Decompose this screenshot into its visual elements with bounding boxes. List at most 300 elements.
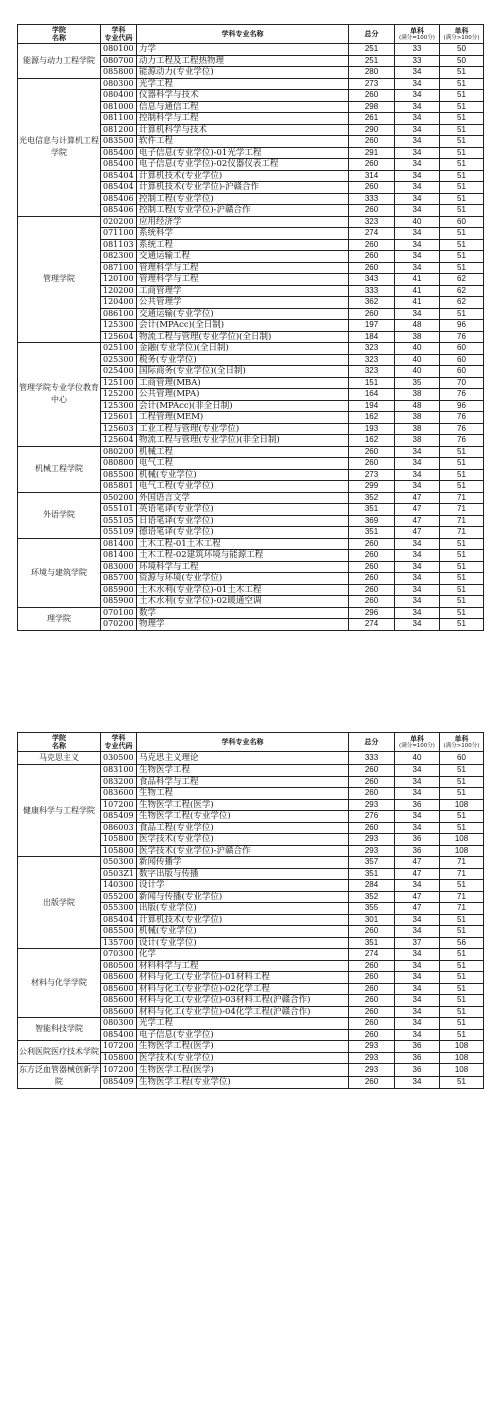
college-name: 光电信息与计算机工程学院 — [18, 78, 101, 216]
total-score: 260 — [349, 960, 395, 972]
total-score: 323 — [349, 354, 395, 366]
program-code: 055105 — [101, 515, 137, 527]
program-code: 070200 — [101, 619, 137, 631]
program-code: 083100 — [101, 765, 137, 777]
program-name: 控制科学与工程 — [137, 113, 349, 125]
program-code: 083500 — [101, 136, 137, 148]
single-score-over100: 51 — [440, 182, 484, 194]
program-name: 德语笔译(专业学位) — [137, 527, 349, 539]
program-name: 计算机科学与技术 — [137, 124, 349, 136]
program-name: 信息与通信工程 — [137, 101, 349, 113]
single-score-100: 34 — [395, 170, 440, 182]
program-name: 生物工程 — [137, 788, 349, 800]
program-code: 125604 — [101, 331, 137, 343]
table-row — [18, 1064, 484, 1077]
single-score-100: 34 — [395, 113, 440, 125]
program-name: 计算机技术(专业学位) — [137, 170, 349, 182]
header-single-over100-line1: 单科 — [454, 26, 469, 35]
program-code: 085600 — [101, 983, 137, 995]
program-name: 光学工程 — [137, 1018, 349, 1030]
single-score-over100: 51 — [440, 972, 484, 984]
program-name: 英语笔译(专业学位) — [137, 504, 349, 516]
single-score-over100: 62 — [440, 285, 484, 297]
single-score-over100: 108 — [440, 1052, 484, 1064]
program-code: 085800 — [101, 67, 137, 79]
header-code-line1: 学科 — [111, 734, 126, 742]
table-row — [18, 949, 484, 961]
single-score-over100: 51 — [440, 90, 484, 102]
program-code: 025300 — [101, 354, 137, 366]
total-score: 260 — [349, 596, 395, 608]
single-score-100: 33 — [395, 55, 440, 67]
header-code — [101, 733, 137, 752]
total-score: 284 — [349, 880, 395, 892]
program-code: 085700 — [101, 573, 137, 585]
single-score-over100: 51 — [440, 481, 484, 493]
single-score-over100: 51 — [440, 124, 484, 136]
single-score-over100: 51 — [440, 67, 484, 79]
single-score-over100: 51 — [440, 607, 484, 619]
program-name: 机械(专业学位) — [137, 469, 349, 481]
total-score: 369 — [349, 515, 395, 527]
single-score-over100: 51 — [440, 960, 484, 972]
total-score: 260 — [349, 239, 395, 251]
single-score-100: 35 — [395, 377, 440, 389]
total-score: 351 — [349, 504, 395, 516]
single-score-100: 37 — [395, 937, 440, 949]
total-score: 260 — [349, 1006, 395, 1018]
single-score-100: 36 — [395, 834, 440, 846]
program-code: 125604 — [101, 435, 137, 447]
college-name: 能源与动力工程学院 — [18, 44, 101, 79]
header-single-100 — [395, 25, 440, 44]
total-score: 193 — [349, 423, 395, 435]
total-score: 260 — [349, 262, 395, 274]
single-score-over100: 71 — [440, 857, 484, 869]
single-score-100: 34 — [395, 972, 440, 984]
single-score-100: 48 — [395, 400, 440, 412]
program-code: 080100 — [101, 44, 137, 56]
program-name: 会计(MPAcc)(非全日制) — [137, 400, 349, 412]
single-score-100: 36 — [395, 1064, 440, 1077]
single-score-100: 38 — [395, 412, 440, 424]
program-code: 085400 — [101, 147, 137, 159]
single-score-100: 34 — [395, 561, 440, 573]
single-score-over100: 51 — [440, 619, 484, 631]
program-name: 管理科学与工程 — [137, 262, 349, 274]
single-score-100: 34 — [395, 308, 440, 320]
single-score-over100: 51 — [440, 170, 484, 182]
header-total: 总分 — [349, 25, 395, 44]
program-code: 080800 — [101, 458, 137, 470]
single-score-over100: 51 — [440, 78, 484, 90]
program-code: 0503Z1 — [101, 868, 137, 880]
total-score: 251 — [349, 44, 395, 56]
total-score: 351 — [349, 937, 395, 949]
single-score-over100: 51 — [440, 788, 484, 800]
college-name: 管理学院 — [18, 216, 101, 343]
total-score: 301 — [349, 914, 395, 926]
single-score-over100: 51 — [440, 113, 484, 125]
program-name: 材料与化工(专业学位)-03材料工程(沪赣合作) — [137, 995, 349, 1007]
single-score-over100: 51 — [440, 239, 484, 251]
program-name: 工商管理学 — [137, 285, 349, 297]
single-score-over100: 51 — [440, 550, 484, 562]
single-score-over100: 51 — [440, 147, 484, 159]
total-score: 260 — [349, 561, 395, 573]
program-name: 电气工程 — [137, 458, 349, 470]
program-name: 材料与化工(专业学位)-04化学工程(沪赣合作) — [137, 1006, 349, 1018]
program-name: 生物医学工程(医学) — [137, 1064, 349, 1077]
program-code: 135700 — [101, 937, 137, 949]
college-name: 东方泛血管器械创新学院 — [18, 1064, 101, 1089]
college-name: 管理学院专业学位教育中心 — [18, 343, 101, 447]
single-score-100: 34 — [395, 262, 440, 274]
program-code: 050200 — [101, 492, 137, 504]
single-score-over100: 51 — [440, 561, 484, 573]
program-name: 应用经济学 — [137, 216, 349, 228]
total-score: 351 — [349, 868, 395, 880]
total-score: 298 — [349, 101, 395, 113]
single-score-100: 34 — [395, 550, 440, 562]
single-score-over100: 96 — [440, 400, 484, 412]
college-name: 健康科学与工程学院 — [18, 765, 101, 857]
single-score-over100: 71 — [440, 903, 484, 915]
total-score: 351 — [349, 527, 395, 539]
program-name: 材料与化工(专业学位)-01材料工程 — [137, 972, 349, 984]
program-code: 105800 — [101, 834, 137, 846]
single-score-100: 34 — [395, 822, 440, 834]
single-score-100: 34 — [395, 469, 440, 481]
program-name: 计算机技术(专业学位)-沪赣合作 — [137, 182, 349, 194]
program-name: 物理学 — [137, 619, 349, 631]
single-score-100: 34 — [395, 776, 440, 788]
single-score-over100: 51 — [440, 205, 484, 217]
single-score-100: 34 — [395, 228, 440, 240]
total-score: 323 — [349, 216, 395, 228]
program-code: 083000 — [101, 561, 137, 573]
single-score-100: 34 — [395, 239, 440, 251]
program-code: 081103 — [101, 239, 137, 251]
program-code: 083600 — [101, 788, 137, 800]
header-single-over100 — [440, 25, 484, 44]
program-code: 025400 — [101, 366, 137, 378]
single-score-over100: 76 — [440, 389, 484, 401]
program-name: 机械工程 — [137, 446, 349, 458]
total-score: 260 — [349, 251, 395, 263]
total-score: 151 — [349, 377, 395, 389]
header-college — [18, 25, 101, 44]
header-single-100-line1: 单科 — [410, 734, 424, 743]
program-name: 机械(专业学位) — [137, 926, 349, 938]
program-code: 080300 — [101, 78, 137, 90]
program-code: 081400 — [101, 538, 137, 550]
program-code: 050300 — [101, 857, 137, 869]
header-single-100-line1: 单科 — [410, 26, 424, 35]
total-score: 293 — [349, 1041, 395, 1053]
single-score-100: 34 — [395, 811, 440, 823]
single-score-over100: 62 — [440, 274, 484, 286]
single-score-100: 34 — [395, 193, 440, 205]
total-score: 293 — [349, 845, 395, 857]
single-score-100: 40 — [395, 216, 440, 228]
program-code: 086003 — [101, 822, 137, 834]
program-code: 120200 — [101, 285, 137, 297]
program-code: 081400 — [101, 550, 137, 562]
total-score: 260 — [349, 159, 395, 171]
program-code: 030500 — [101, 752, 137, 765]
program-name: 物流工程与管理(专业学位)(全日制) — [137, 331, 349, 343]
college-name: 材料与化学学院 — [18, 949, 101, 1018]
program-name: 能源动力(专业学位) — [137, 67, 349, 79]
single-score-100: 41 — [395, 297, 440, 309]
total-score: 260 — [349, 182, 395, 194]
program-name: 土木工程-02建筑环境与能源工程 — [137, 550, 349, 562]
single-score-100: 34 — [395, 136, 440, 148]
college-name: 环境与建筑学院 — [18, 538, 101, 607]
single-score-over100: 76 — [440, 412, 484, 424]
total-score: 362 — [349, 297, 395, 309]
total-score: 352 — [349, 492, 395, 504]
program-name: 系统科学 — [137, 228, 349, 240]
single-score-over100: 71 — [440, 504, 484, 516]
program-code: 080400 — [101, 90, 137, 102]
table-row — [18, 607, 484, 619]
total-score: 276 — [349, 811, 395, 823]
program-code: 085600 — [101, 972, 137, 984]
total-score: 260 — [349, 573, 395, 585]
single-score-over100: 51 — [440, 983, 484, 995]
total-score: 197 — [349, 320, 395, 332]
program-name: 交通运输(专业学位) — [137, 308, 349, 320]
program-name: 材料与化工(专业学位)-02化学工程 — [137, 983, 349, 995]
program-code: 055200 — [101, 891, 137, 903]
table-row — [18, 343, 484, 355]
total-score: 280 — [349, 67, 395, 79]
score-table-1 — [17, 24, 484, 631]
single-score-100: 34 — [395, 619, 440, 631]
program-code: 125100 — [101, 377, 137, 389]
single-score-over100: 76 — [440, 423, 484, 435]
single-score-over100: 60 — [440, 354, 484, 366]
total-score: 343 — [349, 274, 395, 286]
program-code: 080300 — [101, 1018, 137, 1030]
single-score-over100: 60 — [440, 216, 484, 228]
table-row — [18, 492, 484, 504]
table-row — [18, 44, 484, 56]
program-code: 080200 — [101, 446, 137, 458]
header-college-line2: 名称 — [52, 742, 66, 750]
program-code: 085400 — [101, 1029, 137, 1041]
single-score-100: 36 — [395, 845, 440, 857]
single-score-100: 34 — [395, 607, 440, 619]
total-score: 260 — [349, 550, 395, 562]
single-score-100: 40 — [395, 354, 440, 366]
total-score: 333 — [349, 752, 395, 765]
total-score: 314 — [349, 170, 395, 182]
program-name: 医学技术(专业学位) — [137, 1052, 349, 1064]
program-code: 125603 — [101, 423, 137, 435]
total-score: 274 — [349, 619, 395, 631]
program-code: 085801 — [101, 481, 137, 493]
total-score: 293 — [349, 1052, 395, 1064]
single-score-over100: 50 — [440, 55, 484, 67]
college-name: 公利医院医疗技术学院 — [18, 1041, 101, 1064]
program-code: 120100 — [101, 274, 137, 286]
header-name: 学科专业名称 — [137, 25, 349, 44]
total-score: 293 — [349, 1064, 395, 1077]
program-code: 125300 — [101, 400, 137, 412]
program-code: 085600 — [101, 1006, 137, 1018]
program-name: 税务(专业学位) — [137, 354, 349, 366]
header-row — [18, 25, 484, 44]
single-score-100: 34 — [395, 124, 440, 136]
program-name: 生物医学工程(专业学位) — [137, 1076, 349, 1089]
program-code: 105800 — [101, 1052, 137, 1064]
single-score-100: 34 — [395, 926, 440, 938]
program-name: 生物医学工程 — [137, 765, 349, 777]
program-code: 140300 — [101, 880, 137, 892]
total-score: 184 — [349, 331, 395, 343]
program-code: 071100 — [101, 228, 137, 240]
program-name: 外国语言文学 — [137, 492, 349, 504]
header-college-line1: 学院 — [52, 26, 66, 34]
total-score: 299 — [349, 481, 395, 493]
single-score-100: 36 — [395, 1052, 440, 1064]
single-score-100: 34 — [395, 101, 440, 113]
total-score: 260 — [349, 926, 395, 938]
single-score-100: 40 — [395, 752, 440, 765]
single-score-100: 47 — [395, 504, 440, 516]
single-score-over100: 96 — [440, 320, 484, 332]
single-score-over100: 51 — [440, 584, 484, 596]
total-score: 260 — [349, 446, 395, 458]
program-name: 电子信息(专业学位)-01光学工程 — [137, 147, 349, 159]
program-code: 081100 — [101, 113, 137, 125]
single-score-100: 34 — [395, 995, 440, 1007]
total-score: 260 — [349, 1018, 395, 1030]
single-score-100: 38 — [395, 331, 440, 343]
single-score-over100: 51 — [440, 1006, 484, 1018]
total-score: 260 — [349, 90, 395, 102]
total-score: 333 — [349, 193, 395, 205]
total-score: 260 — [349, 584, 395, 596]
single-score-over100: 51 — [440, 446, 484, 458]
program-code: 085500 — [101, 469, 137, 481]
total-score: 194 — [349, 400, 395, 412]
single-score-100: 34 — [395, 159, 440, 171]
single-score-100: 34 — [395, 960, 440, 972]
program-name: 土木水利(专业学位)-02暖通空调 — [137, 596, 349, 608]
program-name: 设计学 — [137, 880, 349, 892]
single-score-over100: 51 — [440, 159, 484, 171]
single-score-over100: 51 — [440, 776, 484, 788]
program-name: 新闻传播学 — [137, 857, 349, 869]
program-code: 085500 — [101, 926, 137, 938]
single-score-100: 47 — [395, 527, 440, 539]
program-code: 125200 — [101, 389, 137, 401]
single-score-100: 34 — [395, 765, 440, 777]
program-code: 085404 — [101, 182, 137, 194]
single-score-100: 40 — [395, 343, 440, 355]
single-score-100: 40 — [395, 366, 440, 378]
single-score-100: 34 — [395, 1076, 440, 1089]
program-code: 085600 — [101, 995, 137, 1007]
table-row — [18, 765, 484, 777]
header-single-over100-line2: (满分>100分) — [443, 34, 480, 41]
college-name: 机械工程学院 — [18, 446, 101, 492]
program-name: 电子信息(专业学位)-02仪器仪表工程 — [137, 159, 349, 171]
program-code: 081000 — [101, 101, 137, 113]
single-score-100: 34 — [395, 67, 440, 79]
program-name: 交通运输工程 — [137, 251, 349, 263]
single-score-over100: 108 — [440, 1064, 484, 1077]
program-name: 控制工程(专业学位)-沪赣合作 — [137, 205, 349, 217]
program-name: 光学工程 — [137, 78, 349, 90]
program-code: 107200 — [101, 1064, 137, 1077]
program-name: 软件工程 — [137, 136, 349, 148]
single-score-100: 47 — [395, 515, 440, 527]
single-score-100: 34 — [395, 914, 440, 926]
single-score-over100: 60 — [440, 343, 484, 355]
single-score-100: 34 — [395, 573, 440, 585]
table-row — [18, 1041, 484, 1053]
program-code: 125601 — [101, 412, 137, 424]
total-score: 260 — [349, 308, 395, 320]
program-name: 土木工程-01土木工程 — [137, 538, 349, 550]
header-college-line2: 名称 — [52, 34, 66, 42]
program-name: 物流工程与管理(专业学位)(非全日制) — [137, 435, 349, 447]
single-score-100: 41 — [395, 285, 440, 297]
program-name: 工程管理(MEM) — [137, 412, 349, 424]
program-name: 生物医学工程(医学) — [137, 799, 349, 811]
total-score: 290 — [349, 124, 395, 136]
program-code: 105800 — [101, 845, 137, 857]
single-score-100: 34 — [395, 446, 440, 458]
total-score: 323 — [349, 366, 395, 378]
single-score-over100: 71 — [440, 515, 484, 527]
single-score-100: 34 — [395, 90, 440, 102]
single-score-over100: 51 — [440, 458, 484, 470]
single-score-over100: 51 — [440, 1018, 484, 1030]
single-score-100: 34 — [395, 983, 440, 995]
program-name: 工商管理(MBA) — [137, 377, 349, 389]
program-name: 马克思主义理论 — [137, 752, 349, 765]
program-code: 086100 — [101, 308, 137, 320]
single-score-100: 33 — [395, 44, 440, 56]
total-score: 260 — [349, 1029, 395, 1041]
program-code: 085900 — [101, 584, 137, 596]
single-score-over100: 71 — [440, 492, 484, 504]
program-name: 医学技术(专业学位)-沪赣合作 — [137, 845, 349, 857]
single-score-over100: 51 — [440, 822, 484, 834]
single-score-100: 34 — [395, 458, 440, 470]
single-score-over100: 51 — [440, 538, 484, 550]
program-name: 食品工程(专业学位) — [137, 822, 349, 834]
program-code: 085406 — [101, 193, 137, 205]
single-score-over100: 51 — [440, 811, 484, 823]
college-name: 外语学院 — [18, 492, 101, 538]
program-code: 087100 — [101, 262, 137, 274]
program-name: 环境科学与工程 — [137, 561, 349, 573]
program-name: 控制工程(专业学位) — [137, 193, 349, 205]
program-code: 125300 — [101, 320, 137, 332]
header-name: 学科专业名称 — [137, 733, 349, 752]
single-score-100: 38 — [395, 435, 440, 447]
single-score-over100: 51 — [440, 308, 484, 320]
header-single-100-line2: (满分=100分) — [399, 742, 435, 749]
single-score-over100: 51 — [440, 573, 484, 585]
